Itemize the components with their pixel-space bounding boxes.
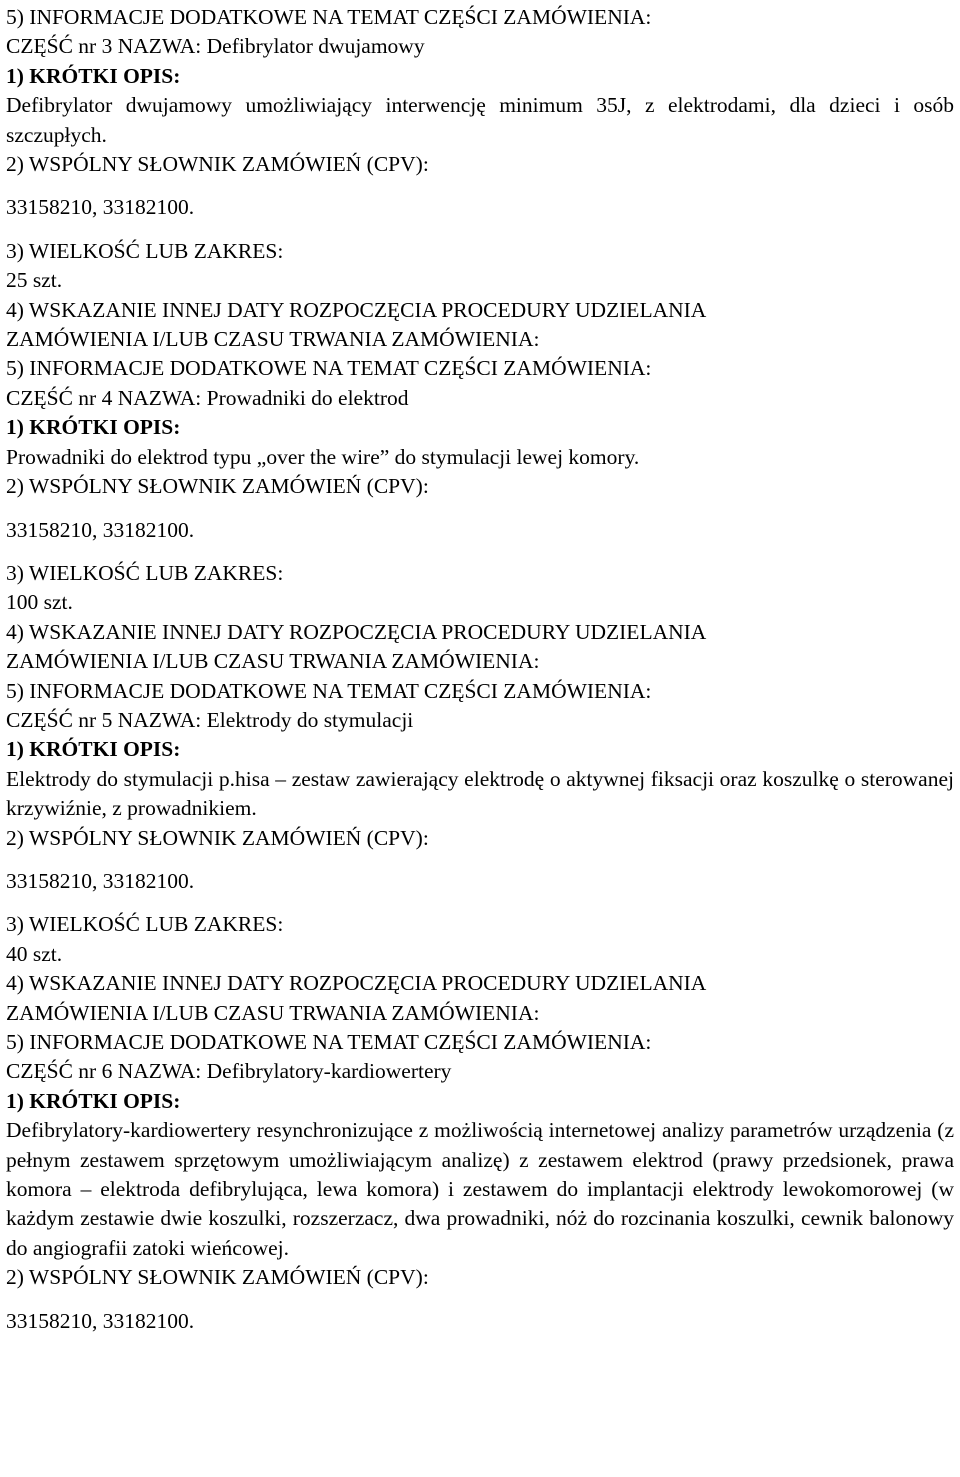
description-text: Prowadniki do elektrod typu „over the wire” do stymulacji lewej komory. [6,444,640,469]
section-heading: 2) WSPÓLNY SŁOWNIK ZAMÓWIEŃ (CPV): [6,825,429,850]
description-text: Defibrylator dwujamowy umożliwiający interwencję minimum 35J, z elektrodami, dla dzieci i osób szczupłych. [6,93,954,147]
field-value: 100 szt. [6,590,73,615]
section-heading: 2) WSPÓLNY SŁOWNIK ZAMÓWIEŃ (CPV): [6,1265,429,1290]
description-text: Defibrylatory-kardiowertery resynchronizujące z możliwością internetowej analizy parametrów urządzenia (z pełnym zestawem sprzętowym umożliwiającym analizę) z zestawem elektrod (prawy przedsionek, prawa komora – elektroda defibrylująca, lewa komora) i zestawem do implantacji elektrody lewokomorowej (w każdym zestawie dwie koszulki, rozszerzacz, dwa prowadniki, nóż do rozcinania koszulki, cewnik balonowy do angiografii zatoki wieńcowej. [6,1118,954,1260]
part-title: CZĘŚĆ nr 3 NAZWA: Defibrylator dwujamowy [6,34,425,59]
part-title: CZĘŚĆ nr 5 NAZWA: Elektrody do stymulacji [6,707,414,732]
section-heading: 5) INFORMACJE DODATKOWE NA TEMAT CZĘŚCI ZAMÓWIENIA: [6,678,652,703]
short-description-label: 1) KRÓTKI OPIS: [6,1088,181,1113]
section-heading: 3) WIELKOŚĆ LUB ZAKRES: [6,560,284,585]
section-heading: ZAMÓWIENIA I/LUB CZASU TRWANIA ZAMÓWIENIA: [6,649,540,674]
short-description-label: 1) KRÓTKI OPIS: [6,737,181,762]
section-heading: ZAMÓWIENIA I/LUB CZASU TRWANIA ZAMÓWIENIA: [6,327,540,352]
section-heading: 4) WSKAZANIE INNEJ DATY ROZPOCZĘCIA PROCEDURY UDZIELANIA [6,971,707,996]
field-value: 33158210, 33182100. [6,1308,195,1333]
section-heading: 4) WSKAZANIE INNEJ DATY ROZPOCZĘCIA PROCEDURY UDZIELANIA [6,297,707,322]
field-value: 33158210, 33182100. [6,195,195,220]
field-value: 25 szt. [6,268,63,293]
field-value: 33158210, 33182100. [6,517,195,542]
part-title: CZĘŚĆ nr 4 NAZWA: Prowadniki do elektrod [6,385,409,410]
short-description-label: 1) KRÓTKI OPIS: [6,63,181,88]
section-heading: 4) WSKAZANIE INNEJ DATY ROZPOCZĘCIA PROCEDURY UDZIELANIA [6,619,707,644]
section-heading: ZAMÓWIENIA I/LUB CZASU TRWANIA ZAMÓWIENIA: [6,1000,540,1025]
section-heading: 3) WIELKOŚĆ LUB ZAKRES: [6,912,284,937]
section-heading: 5) INFORMACJE DODATKOWE NA TEMAT CZĘŚCI ZAMÓWIENIA: [6,356,652,381]
part-title: CZĘŚĆ nr 6 NAZWA: Defibrylatory-kardiowertery [6,1059,452,1084]
section-heading: 2) WSPÓLNY SŁOWNIK ZAMÓWIEŃ (CPV): [6,152,429,177]
description-text: Elektrody do stymulacji p.hisa – zestaw zawierający elektrodę o aktywnej fiksacji oraz koszulkę o sterowanej krzywiźnie, z prowadnikiem. [6,766,954,821]
field-value: 40 szt. [6,941,63,966]
section-heading: 3) WIELKOŚĆ LUB ZAKRES: [6,238,284,263]
section-heading: 2) WSPÓLNY SŁOWNIK ZAMÓWIEŃ (CPV): [6,474,429,499]
field-value: 33158210, 33182100. [6,868,195,893]
short-description-label: 1) KRÓTKI OPIS: [6,415,181,440]
section-heading: 5) INFORMACJE DODATKOWE NA TEMAT CZĘŚCI ZAMÓWIENIA: [6,1030,652,1054]
section-heading: 5) INFORMACJE DODATKOWE NA TEMAT CZĘŚCI ZAMÓWIENIA: [6,5,652,29]
